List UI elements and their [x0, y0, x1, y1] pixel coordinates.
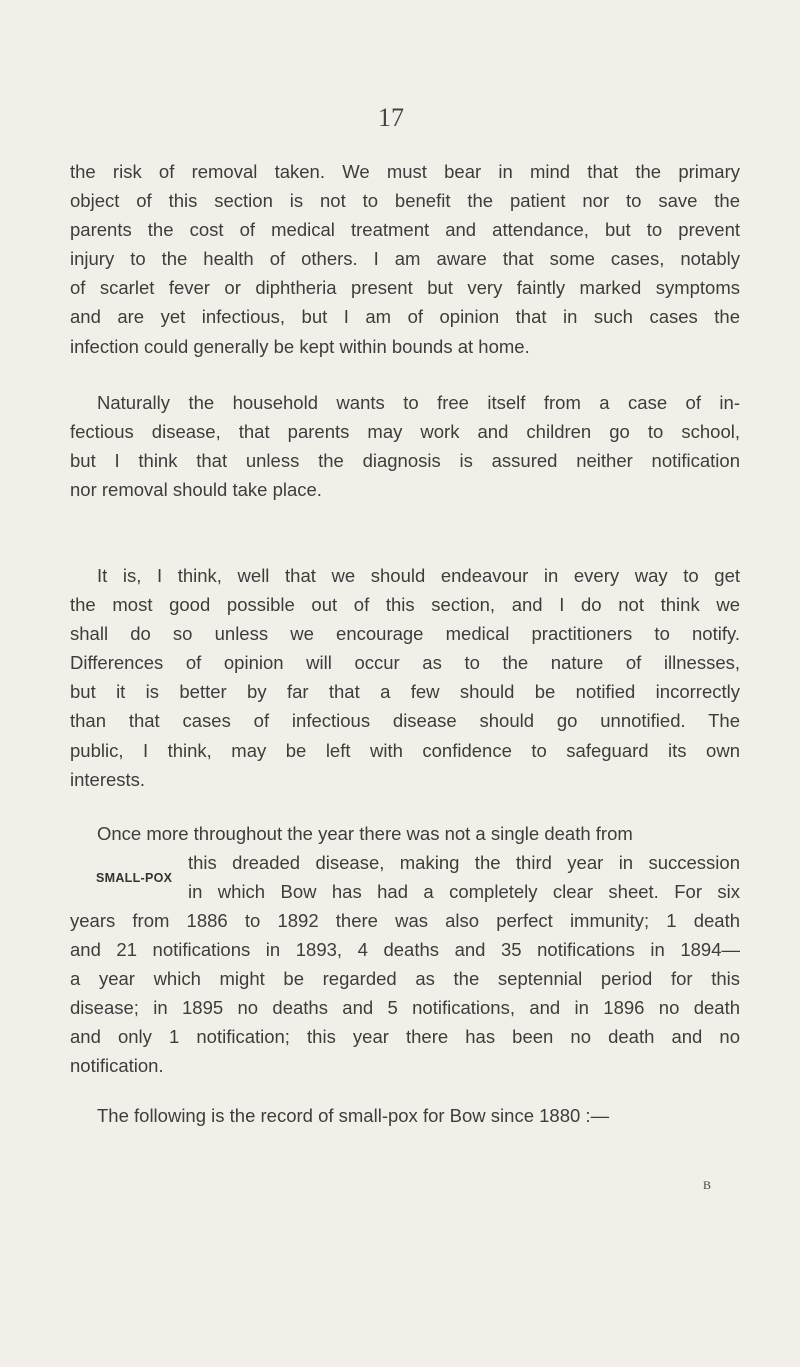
text-line: but I think that unless the diagnosis is assured neither notification — [70, 450, 740, 472]
text-line: this dreaded disease, making the third year in succession — [188, 852, 740, 873]
text-line: injury to the health of others. I am aware that some cases, notably — [70, 248, 740, 270]
text-line: nor removal should take place. — [70, 479, 322, 501]
page-number: 17 — [378, 103, 404, 132]
text-line: the most good possible out of this section, and I do not think we — [70, 594, 740, 616]
text-line: parents the cost of medical treatment and attendance, but to prevent — [70, 219, 740, 241]
text-line: and 21 notifications in 1893, 4 deaths and 35 notifications in 1894— — [70, 939, 740, 961]
text-line: interests. — [70, 768, 146, 790]
text-line: than that cases of infectious disease should go unnotified. The — [70, 710, 740, 732]
text-line: Differences of opinion will occur as to the nature of illnesses, — [70, 652, 740, 674]
text-line: disease; in 1895 no deaths and 5 notifications, and in 1896 no death — [70, 997, 740, 1019]
text-line: object of this section is not to benefit the patient nor to save the — [70, 190, 740, 212]
paragraph-smallpox-record-intro — [70, 1101, 740, 1130]
paragraph-section-usage — [70, 561, 740, 794]
margin-heading-small-pox: SMALL-POX — [96, 871, 173, 885]
text-line: and only 1 notification; this year there has been no death and no — [70, 1026, 740, 1048]
text-line: It is, I think, well that we should endeavour in every way to get — [97, 565, 740, 586]
text-line: public, I think, may be left with confidence to safeguard its own — [70, 739, 740, 761]
text-line: infection could generally be kept within bounds at home. — [70, 335, 530, 357]
text-line: a year which might be regarded as the septennial period for this — [70, 968, 740, 990]
text-line: the risk of removal taken. We must bear in mind that the primary — [70, 161, 740, 182]
paragraph-smallpox-lead: Once more throughout the year there was not a single death from — [97, 823, 633, 844]
text-line: fectious disease, that parents may work and children go to school, — [70, 421, 740, 443]
text-line: but it is better by far that a few should be notified incorrectly — [70, 681, 740, 703]
text-line: shall do so unless we encourage medical practitioners to notify. — [70, 623, 740, 645]
text-line: in which Bow has had a completely clear sheet. For six — [188, 881, 740, 903]
text-line: notification. — [70, 1055, 164, 1077]
text-line: years from 1886 to 1892 there was also perfect immunity; 1 death — [70, 910, 740, 931]
paragraph-removal-risk — [70, 157, 740, 361]
text-line: Naturally the household wants to free itself from a case of in- — [97, 392, 740, 413]
text-line: The following is the record of small-pox for Bow since 1880 :— — [97, 1105, 610, 1126]
paragraph-smallpox-inset — [188, 848, 740, 906]
paragraph-smallpox-rest — [70, 906, 740, 1081]
paragraph-household — [70, 388, 740, 504]
text-line: and are yet infectious, but I am of opinion that in such cases the — [70, 306, 740, 328]
text-line: of scarlet fever or diphtheria present but very faintly marked symptoms — [70, 277, 740, 299]
signature-mark: B — [703, 1178, 712, 1192]
